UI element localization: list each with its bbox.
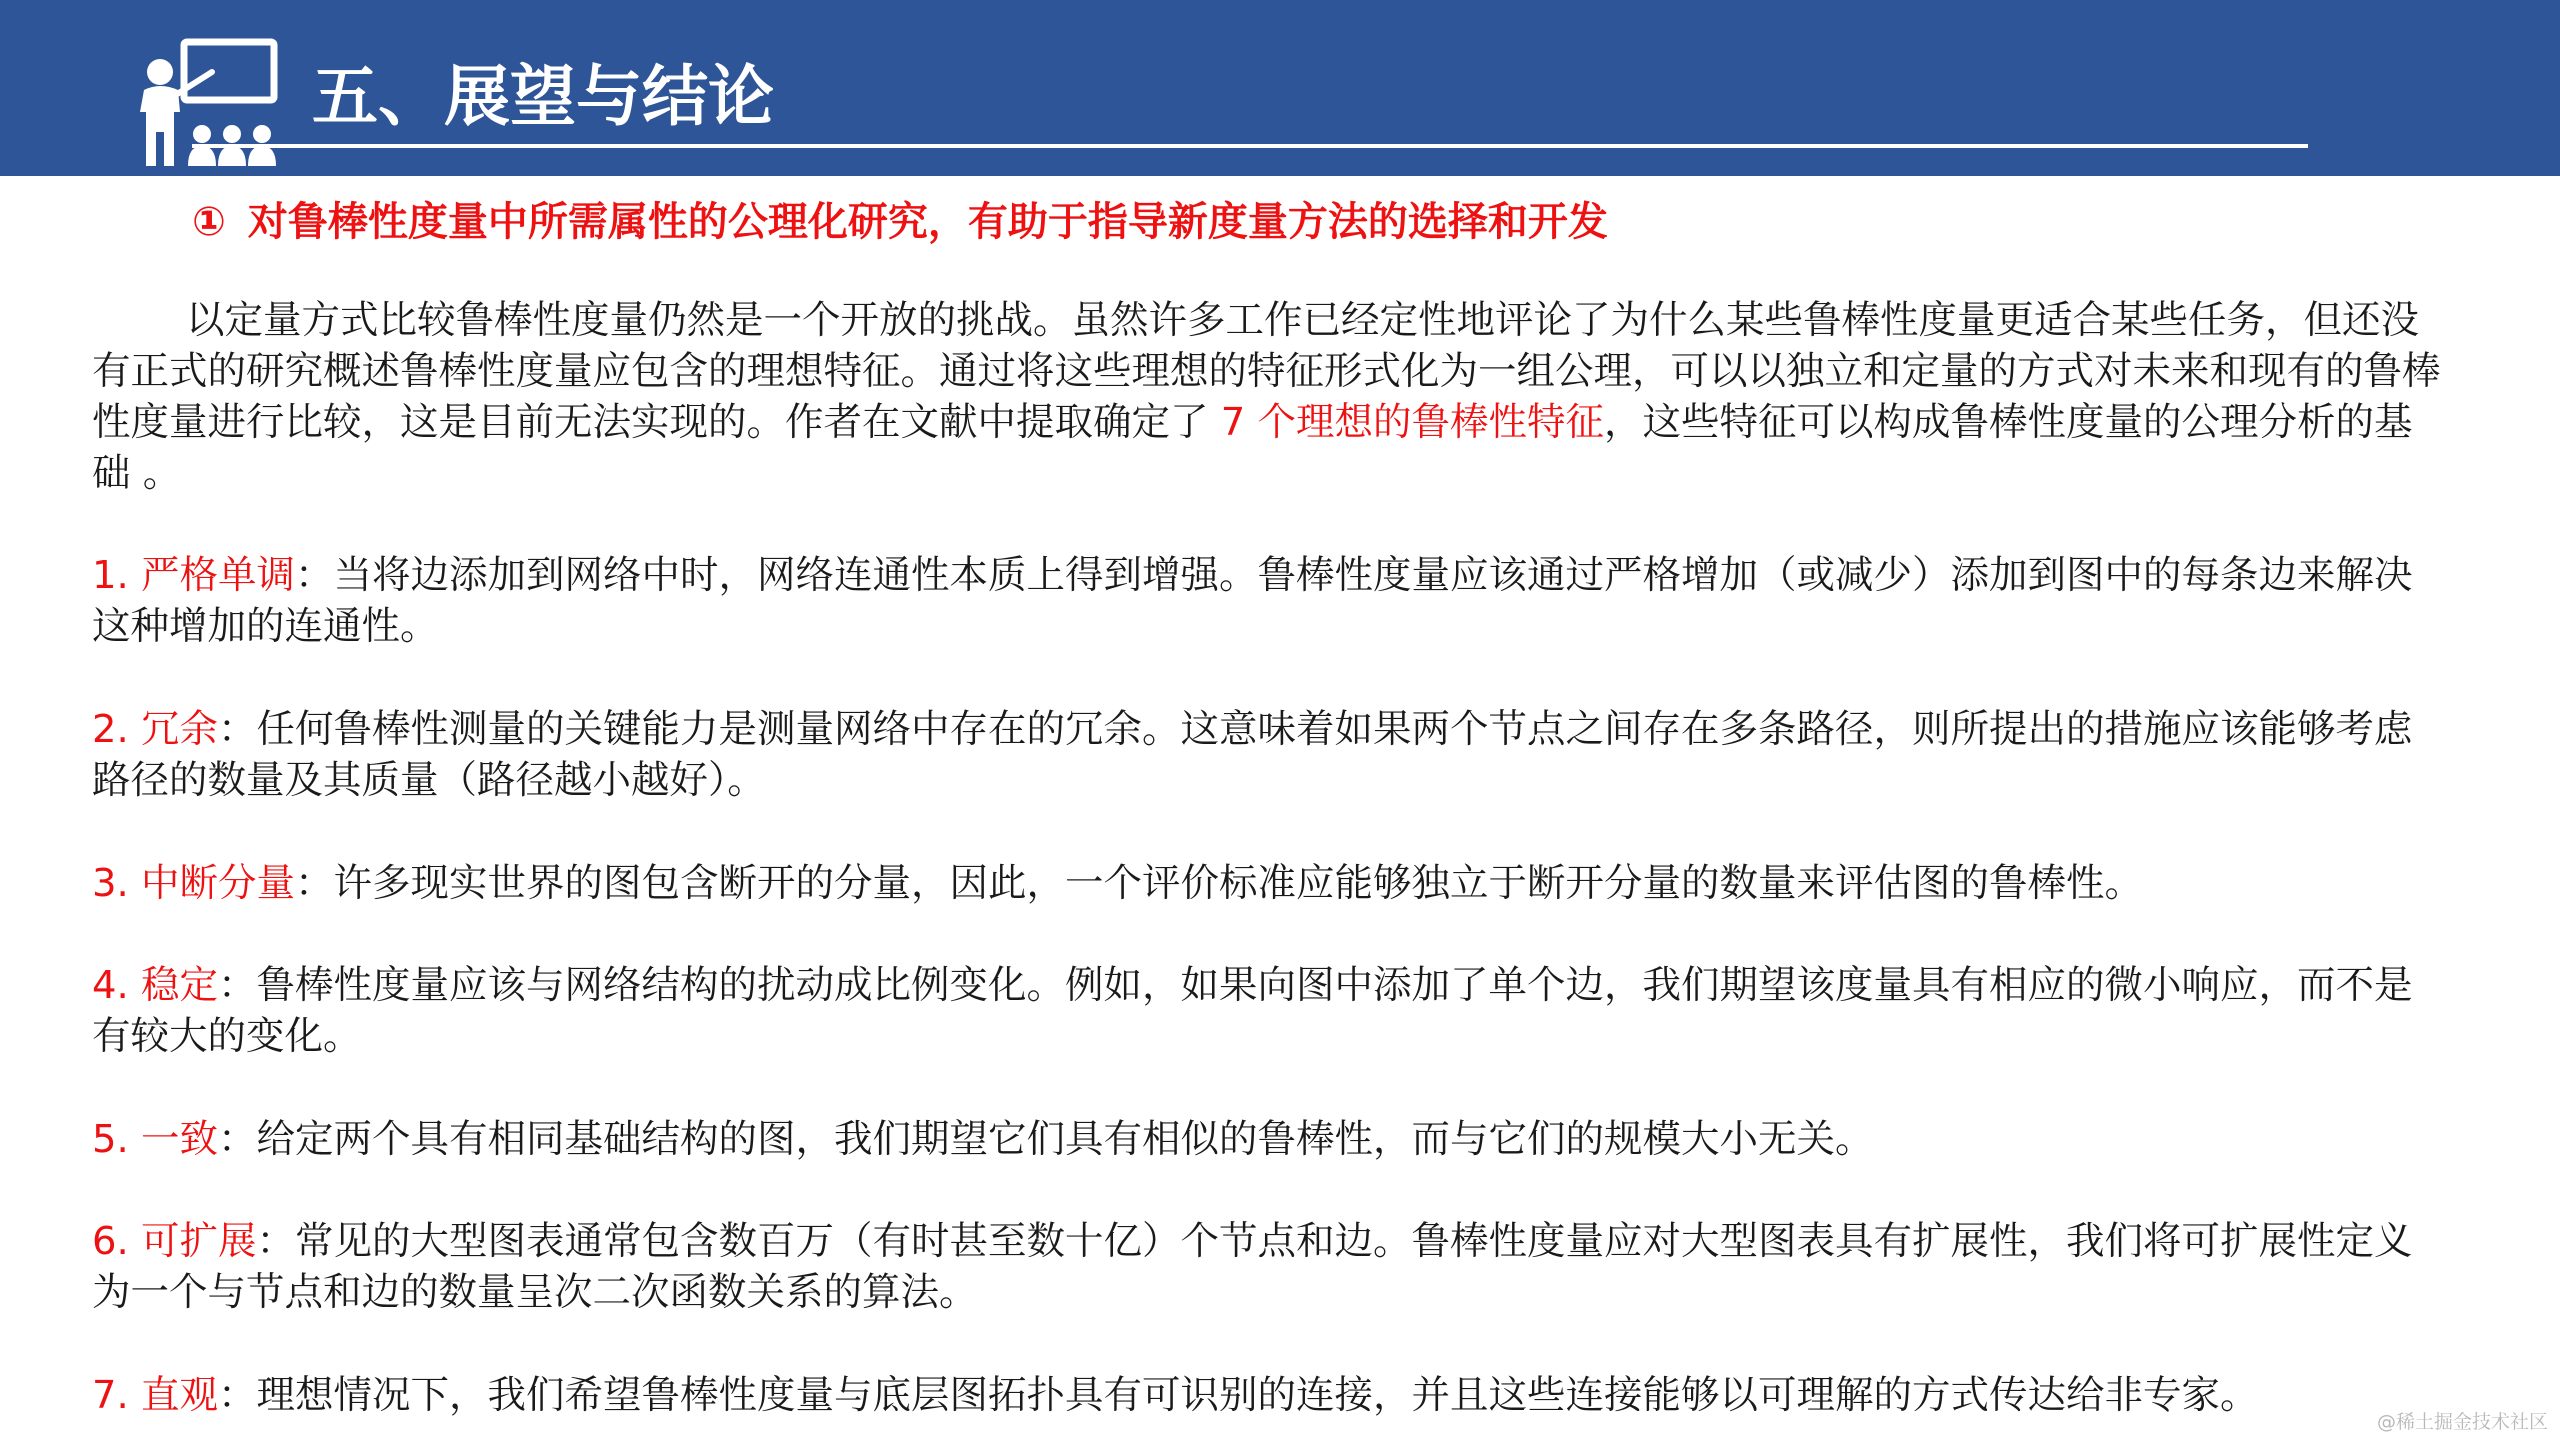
property-text: ：鲁棒性度量应该与网络结构的扰动成比例变化。例如，如果向图中添加了单个边，我们期望该度量具有相应的微小响应，而不是有较大的变化。 bbox=[92, 963, 2413, 1059]
property-text: ：当将边添加到网络中时，网络连通性本质上得到增强。鲁棒性度量应该通过严格增加（或减少）添加到图中的每条边来解决这种增加的连通性。 bbox=[92, 553, 2413, 649]
property-item bbox=[92, 1370, 2448, 1421]
intro-text: 以定量方式比较鲁棒性度量仍然是一个开放的挑战。虽然许多工作已经定性地评论了为什么某些鲁棒性度量更适合某些任务，但还没有正式的研究概述鲁棒性度量应包含的理想特征。通过将这些理想的特征形式化为一组公理，可以以独立和定量的方式对未来和现有的鲁棒性度量进行比较，这是目前无法实现的。作者在文献中提取确定了 bbox=[92, 298, 2441, 445]
property-text: ：常见的大型图表通常包含数百万（有时甚至数十亿）个节点和边。鲁棒性度量应对大型图表具有扩展性，我们将可扩展性定义为一个与节点和边的数量呈次二次函数关系的算法。 bbox=[92, 1219, 2413, 1315]
header-divider bbox=[192, 144, 2308, 148]
property-label: 5. 一致 bbox=[92, 1117, 218, 1162]
property-label: 2. 冗余 bbox=[92, 707, 218, 752]
intro-highlight: 7 个理想的鲁棒性特征 bbox=[1208, 400, 1604, 445]
property-item bbox=[92, 858, 2448, 909]
property-item bbox=[92, 550, 2448, 652]
intro-text-end: ，这些特征可以构成鲁棒性度量的公理分析的基础 。 bbox=[92, 400, 2413, 496]
watermark: @稀土掘金技术社区 bbox=[2376, 1411, 2548, 1433]
property-item bbox=[92, 704, 2448, 806]
section-subtitle bbox=[192, 190, 1608, 254]
property-text: ：任何鲁棒性测量的关键能力是测量网络中存在的冗余。这意味着如果两个节点之间存在多条路径，则所提出的措施应该能够考虑路径的数量及其质量（路径越小越好）。 bbox=[92, 707, 2413, 803]
intro-paragraph bbox=[92, 295, 2448, 499]
property-item bbox=[92, 1216, 2448, 1318]
property-label: 3. 中断分量 bbox=[92, 861, 295, 906]
subtitle-text: 对鲁棒性度量中所需属性的公理化研究，有助于指导新度量方法的选择和开发 bbox=[247, 199, 1608, 245]
property-item bbox=[92, 960, 2448, 1062]
property-item bbox=[92, 1114, 2448, 1165]
property-label: 4. 稳定 bbox=[92, 963, 218, 1008]
property-text: ：许多现实世界的图包含断开的分量，因此，一个评价标准应能够独立于断开分量的数量来评估图的鲁棒性。 bbox=[294, 861, 2143, 906]
property-text: ：给定两个具有相同基础结构的图，我们期望它们具有相似的鲁棒性，而与它们的规模大小无关。 bbox=[217, 1117, 1874, 1162]
property-label: 7. 直观 bbox=[92, 1373, 218, 1418]
subtitle-number: ① bbox=[192, 199, 226, 245]
property-label: 1. 严格单调 bbox=[92, 553, 295, 598]
page-title: 五、展望与结论 bbox=[312, 58, 774, 135]
property-label: 6. 可扩展 bbox=[92, 1219, 257, 1264]
property-text: ：理想情况下，我们希望鲁棒性度量与底层图拓扑具有可识别的连接，并且这些连接能够以可理解的方式传达给非专家。 bbox=[217, 1373, 2259, 1418]
